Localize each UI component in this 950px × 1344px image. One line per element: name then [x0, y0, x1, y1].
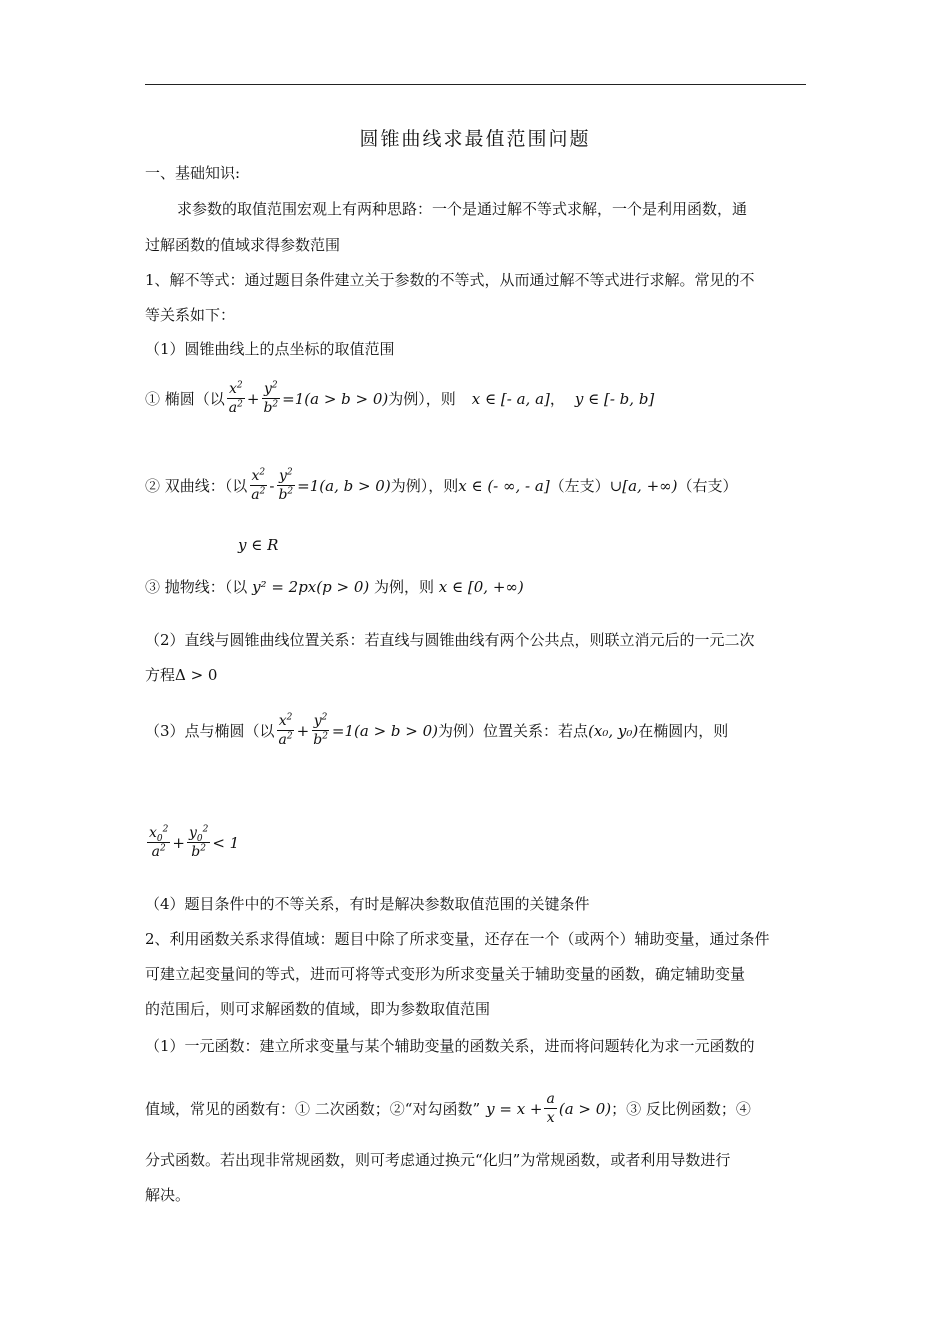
- fraction-y0-b2: $\frac{y_0^2}{b^2}$: [188, 824, 209, 860]
- paragraph-1-line-1: 1、解不等式：通过题目条件建立关于参数的不等式，从而通过解不等式进行求解。常见的不: [145, 271, 755, 289]
- function-line-2-start: 值域，常见的函数有：① 二次函数；②“对勾函数”: [145, 1099, 481, 1118]
- point-coordinates: (x₀, y₀): [588, 721, 639, 740]
- ellipse-x-range: x ∈ [- a, a]: [471, 389, 550, 408]
- fraction-x2-a2: $\frac{x^2}{a^2}$: [228, 380, 243, 416]
- parabola-x-range: x ∈ [0, +∞): [438, 578, 524, 596]
- fraction-y2-b2: $\frac{y^2}{b^2}$: [263, 380, 279, 416]
- parabola-prefix: ③ 抛物线：（以: [145, 578, 248, 596]
- hyperbola-left-branch: （左支）: [549, 476, 610, 495]
- paragraph-2-line-3: 的范围后，则可求解函数的值域，即为参数取值范围: [145, 1000, 491, 1018]
- subsection-4: （4）题目条件中的不等关系，有时是解决参数取值范围的关键条件: [145, 895, 590, 913]
- fraction-y2-b2: $\frac{y^2}{b^2}$: [313, 712, 328, 748]
- ellipse-y-range: y ∈ [- b, b]: [574, 389, 655, 408]
- function-line-4: 解决。: [145, 1186, 191, 1204]
- hyperbola-prefix: ② 双曲线：（以: [145, 476, 248, 495]
- inequality-rhs: < 1: [212, 833, 240, 852]
- parabola-line: [145, 577, 524, 597]
- hyperbola-right-branch: （右支）: [677, 476, 738, 495]
- page-title: 圆锥曲线求最值范围问题: [359, 128, 591, 150]
- ellipse-prefix: ① 椭圆（以: [145, 389, 225, 408]
- subsection-2-line-2: 方程Δ > 0: [145, 666, 218, 684]
- point-ellipse-prefix: （3）点与椭圆（以: [145, 721, 275, 740]
- function-line-2: [145, 1090, 751, 1127]
- function-line-3: 分式函数。若出现非常规函数，则可考虑通过换元“化归”为常规函数，或者利用导数进行: [145, 1151, 731, 1169]
- paragraph-1-line-2: 等关系如下：: [145, 306, 236, 324]
- hyperbola-y-range: y ∈ R: [238, 536, 279, 554]
- function-line-2-end: ；③ 反比例函数；④: [611, 1099, 751, 1118]
- point-ellipse-line: （3）点与椭圆（以 $\frac{x^2}{a^2}$ + $\frac{y^2}{b^2}$ =1(a > b > 0) 为例）位置关系：若点 (x₀, y₀) 在椭圆内，则: [145, 712, 729, 748]
- ellipse-condition: =1(a > b > 0): [282, 389, 389, 408]
- hyperbola-mid: 为例），则: [390, 476, 459, 495]
- section-heading: 一、基础知识:: [145, 164, 241, 182]
- point-ellipse-mid: 为例）位置关系：若点: [438, 721, 589, 740]
- inside-ellipse-inequality: $\frac{x_0^2}{a^2}$ + $\frac{y_0^2}{b^2}$ < 1: [149, 824, 240, 860]
- intro-line-2: 过解函数的值域求得参数范围: [145, 236, 341, 254]
- function-line-1: （1）一元函数：建立所求变量与某个辅助变量的函数关系，进而将问题转化为求一元函数的: [145, 1037, 755, 1055]
- parabola-equation: y² = 2px(p > 0): [252, 578, 370, 596]
- fraction-x0-a2: $\frac{x_0^2}{a^2}$: [149, 824, 169, 860]
- header-rule: [145, 84, 806, 85]
- fraction-y2-b2: $\frac{y^2}{b^2}$: [278, 467, 294, 503]
- point-ellipse-end: 在椭圆内，则: [638, 721, 729, 740]
- ellipse-sep: ，: [549, 389, 565, 408]
- hook-function-eq: y = x +: [486, 1099, 543, 1118]
- subsection-1: （1）圆锥曲线上的点坐标的取值范围: [145, 340, 395, 358]
- paragraph-2-line-1: 2、利用函数关系求得值域：题目中除了所求变量，还存在一个（或两个）辅助变量，通过条件: [145, 930, 770, 948]
- hyperbola-condition: =1(a, b > 0): [297, 476, 391, 495]
- ellipse-line: ① 椭圆（以 $\frac{x^2}{a^2}$ + $\frac{y^2}{b^2}$ =1(a > b > 0) 为例），则 x ∈ [- a, a] ， y ∈ [- b, b]: [145, 380, 655, 416]
- hook-function-condition: (a > 0): [558, 1099, 612, 1118]
- fraction-x2-a2: $\frac{x^2}{a^2}$: [251, 467, 266, 503]
- parabola-mid: 为例，则: [374, 578, 435, 596]
- hyperbola-line: ② 双曲线：（以 $\frac{x^2}{a^2}$ - $\frac{y^2}{b^2}$ =1(a, b > 0) 为例），则 x ∈ (- ∞, - a] （左支） ∪[a, +∞) （右支）: [145, 467, 738, 503]
- fraction-a-x: $\frac{a}{x}$: [546, 1091, 555, 1126]
- fraction-x2-a2: $\frac{x^2}{a^2}$: [278, 712, 293, 748]
- hyperbola-x-range: x ∈ (- ∞, - a]: [458, 476, 550, 495]
- intro-line-1: 求参数的取值范围宏观上有两种思路：一个是通过解不等式求解，一个是利用函数，通: [177, 200, 748, 218]
- ellipse-mid: 为例），则: [388, 389, 456, 408]
- subsection-2-line-1: （2）直线与圆锥曲线位置关系：若直线与圆锥曲线有两个公共点，则联立消元后的一元二次: [145, 631, 755, 649]
- hyperbola-union: ∪[a, +∞): [609, 476, 678, 495]
- paragraph-2-line-2: 可建立起变量间的等式，进而可将等式变形为所求变量关于辅助变量的函数，确定辅助变量: [145, 965, 746, 983]
- point-ellipse-condition: =1(a > b > 0): [331, 721, 439, 740]
